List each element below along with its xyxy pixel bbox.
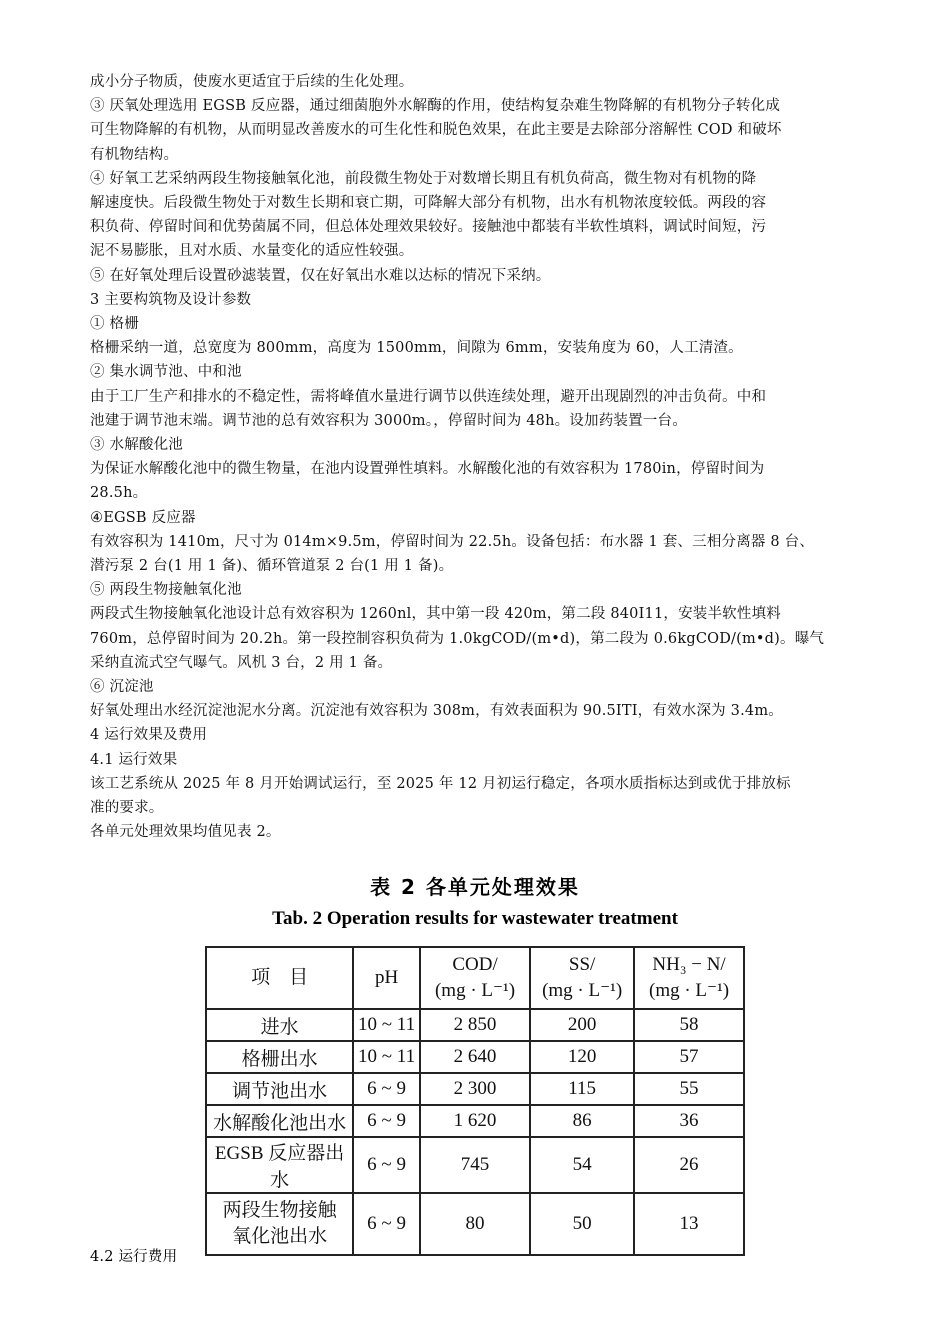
cell-nh3: 26 [634, 1137, 744, 1193]
text-line: ② 集水调节池、中和池 [90, 364, 242, 381]
header-ph: pH [353, 947, 420, 1009]
table-row [206, 1009, 744, 1041]
cell-ss: 120 [530, 1041, 634, 1073]
text-line: 成小分子物质，使废水更适宜于后续的生化处理。 [90, 74, 414, 90]
table-header-row [206, 947, 744, 1009]
table-row [206, 1137, 744, 1193]
cell-name: 两段生物接触 氧化池出水 [206, 1193, 353, 1255]
results-table [205, 946, 745, 1256]
cell-ph: 6 ~ 9 [353, 1105, 420, 1137]
cell-cod: 745 [420, 1137, 530, 1193]
text-line: 各单元处理效果均值见表 2。 [90, 824, 281, 841]
text-line: 潜污泵 2 台(1 用 1 备)、循环管道泵 2 台(1 用 1 备)。 [90, 558, 454, 575]
section-heading-operating-cost: 4.2 运行费用 [90, 1249, 178, 1265]
text-line: 760m，总停留时间为 20.2h。第一段控制容积负荷为 1.0kgCOD/(m•d)，第二段为 0.6kgCOD/(m•d)。曝气 [90, 630, 825, 647]
cell-nh3: 58 [634, 1009, 744, 1041]
cell-name: 格栅出水 [206, 1041, 353, 1073]
document-body [90, 70, 870, 845]
cell-ss: 200 [530, 1009, 634, 1041]
cell-cod: 2 640 [420, 1041, 530, 1073]
text-line: ④ 好氧工艺采纳两段生物接触氧化池，前段微生物处于对数增长期且有机负荷高，微生物对有机物的降 [90, 170, 757, 187]
text-line: 解速度快。后段微生物处于对数生长期和衰亡期，可降解大部分有机物，出水有机物浓度较低。两段的容 [90, 195, 767, 212]
text-line: 有效容积为 1410m，尺寸为 014m×9.5m，停留时间为 22.5h。设备包括：布水器 1 套、三相分离器 8 台、 [90, 533, 815, 550]
cell-name: 水解酸化池出水 [206, 1105, 353, 1137]
cell-nh3: 57 [634, 1041, 744, 1073]
text-line: 由于工厂生产和排水的不稳定性，需将峰值水量进行调节以供连续处理，避开出现剧烈的冲击负荷。中和 [90, 388, 767, 405]
cell-name: 进水 [206, 1009, 353, 1041]
text-line: 泥不易膨胀，且对水质、水量变化的适应性较强。 [90, 243, 414, 260]
cell-cod: 2 300 [420, 1073, 530, 1105]
header-item: 项 目 [206, 947, 353, 1009]
cell-cod: 1 620 [420, 1105, 530, 1137]
table-row [206, 1041, 744, 1073]
cell-name: 调节池出水 [206, 1073, 353, 1105]
text-line: 格栅采纳一道，总宽度为 800mm，高度为 1500mm，间隙为 6mm，安装角度为 60，人工清渣。 [90, 340, 743, 357]
text-line: 有机物结构。 [90, 146, 179, 163]
table-row [206, 1193, 744, 1255]
cell-ss: 86 [530, 1105, 634, 1137]
table-row [206, 1105, 744, 1137]
cell-ss: 115 [530, 1073, 634, 1105]
text-line: 为保证水解酸化池中的微生物量，在池内设置弹性填料。水解酸化池的有效容积为 1780in，停留时间为 [90, 461, 765, 478]
table-row [206, 1073, 744, 1105]
cell-ph: 6 ~ 9 [353, 1137, 420, 1193]
text-line: ③ 水解酸化池 [90, 437, 184, 454]
cell-nh3: 55 [634, 1073, 744, 1105]
cell-ph: 10 ~ 11 [353, 1041, 420, 1073]
text-line: ⑥ 沉淀池 [90, 679, 154, 696]
text-line: 采纳直流式空气曝气。风机 3 台，2 用 1 备。 [90, 654, 393, 671]
cell-ph: 10 ~ 11 [353, 1009, 420, 1041]
text-line: 两段式生物接触氧化池设计总有效容积为 1260nl，其中第一段 420m，第二段 840I11，安装半软性填料 [90, 606, 781, 623]
text-line: 4 运行效果及费用 [90, 727, 208, 744]
text-line: 28.5h。 [90, 485, 148, 502]
text-line: 好氧处理出水经沉淀池泥水分离。沉淀池有效容积为 308m，有效表面积为 90.5ITI，有效水深为 3.4m。 [90, 703, 783, 720]
text-line: 该工艺系统从 2025 年 8 月开始调试运行，至 2025 年 12 月初运行稳定，各项水质指标达到或优于排放标 [90, 775, 791, 792]
cell-ss: 54 [530, 1137, 634, 1193]
cell-cod: 80 [420, 1193, 530, 1255]
text-line: 可生物降解的有机物，从而明显改善废水的可生化性和脱色效果，在此主要是去除部分溶解性 COD 和破坏 [90, 122, 782, 139]
table-caption-en: Tab. 2 Operation results for wastewater treatment [272, 908, 678, 929]
text-line: 4.1 运行效果 [90, 751, 178, 768]
text-line: 积负荷、停留时间和优势菌属不同，但总体处理效果较好。接触池中都装有半软性填料，调试时间短，污 [90, 219, 767, 236]
cell-ph: 6 ~ 9 [353, 1073, 420, 1105]
results-table-block [205, 870, 745, 1256]
text-line: 准的要求。 [90, 800, 164, 817]
cell-nh3: 36 [634, 1105, 744, 1137]
text-line: 池建于调节池末端。调节池的总有效容积为 3000m。，停留时间为 48h。设加药装置一台。 [90, 412, 687, 429]
header-ss: SS/ (mg · L⁻¹) [530, 947, 634, 1009]
cell-ss: 50 [530, 1193, 634, 1255]
header-nh3: NH₃ − N/ (mg · L⁻¹) [634, 947, 744, 1009]
table-caption-cn: 表 2 各单元处理效果 [370, 875, 580, 899]
text-line: 3 主要构筑物及设计参数 [90, 291, 252, 308]
header-cod: COD/ (mg · L⁻¹) [420, 947, 530, 1009]
text-line: ⑤ 在好氧处理后设置砂滤装置，仅在好氧出水难以达标的情况下采纳。 [90, 267, 551, 284]
text-line: ④EGSB 反应器 [90, 509, 196, 526]
text-line: ③ 厌氧处理选用 EGSB 反应器，通过细菌胞外水解酶的作用，使结构复杂难生物降解的有机物分子转化成 [90, 98, 781, 115]
cell-cod: 2 850 [420, 1009, 530, 1041]
text-line: ⑤ 两段生物接触氧化池 [90, 582, 242, 599]
text-line: ① 格栅 [90, 316, 139, 333]
cell-name: EGSB 反应器出水 [206, 1137, 353, 1193]
cell-ph: 6 ~ 9 [353, 1193, 420, 1255]
cell-nh3: 13 [634, 1193, 744, 1255]
